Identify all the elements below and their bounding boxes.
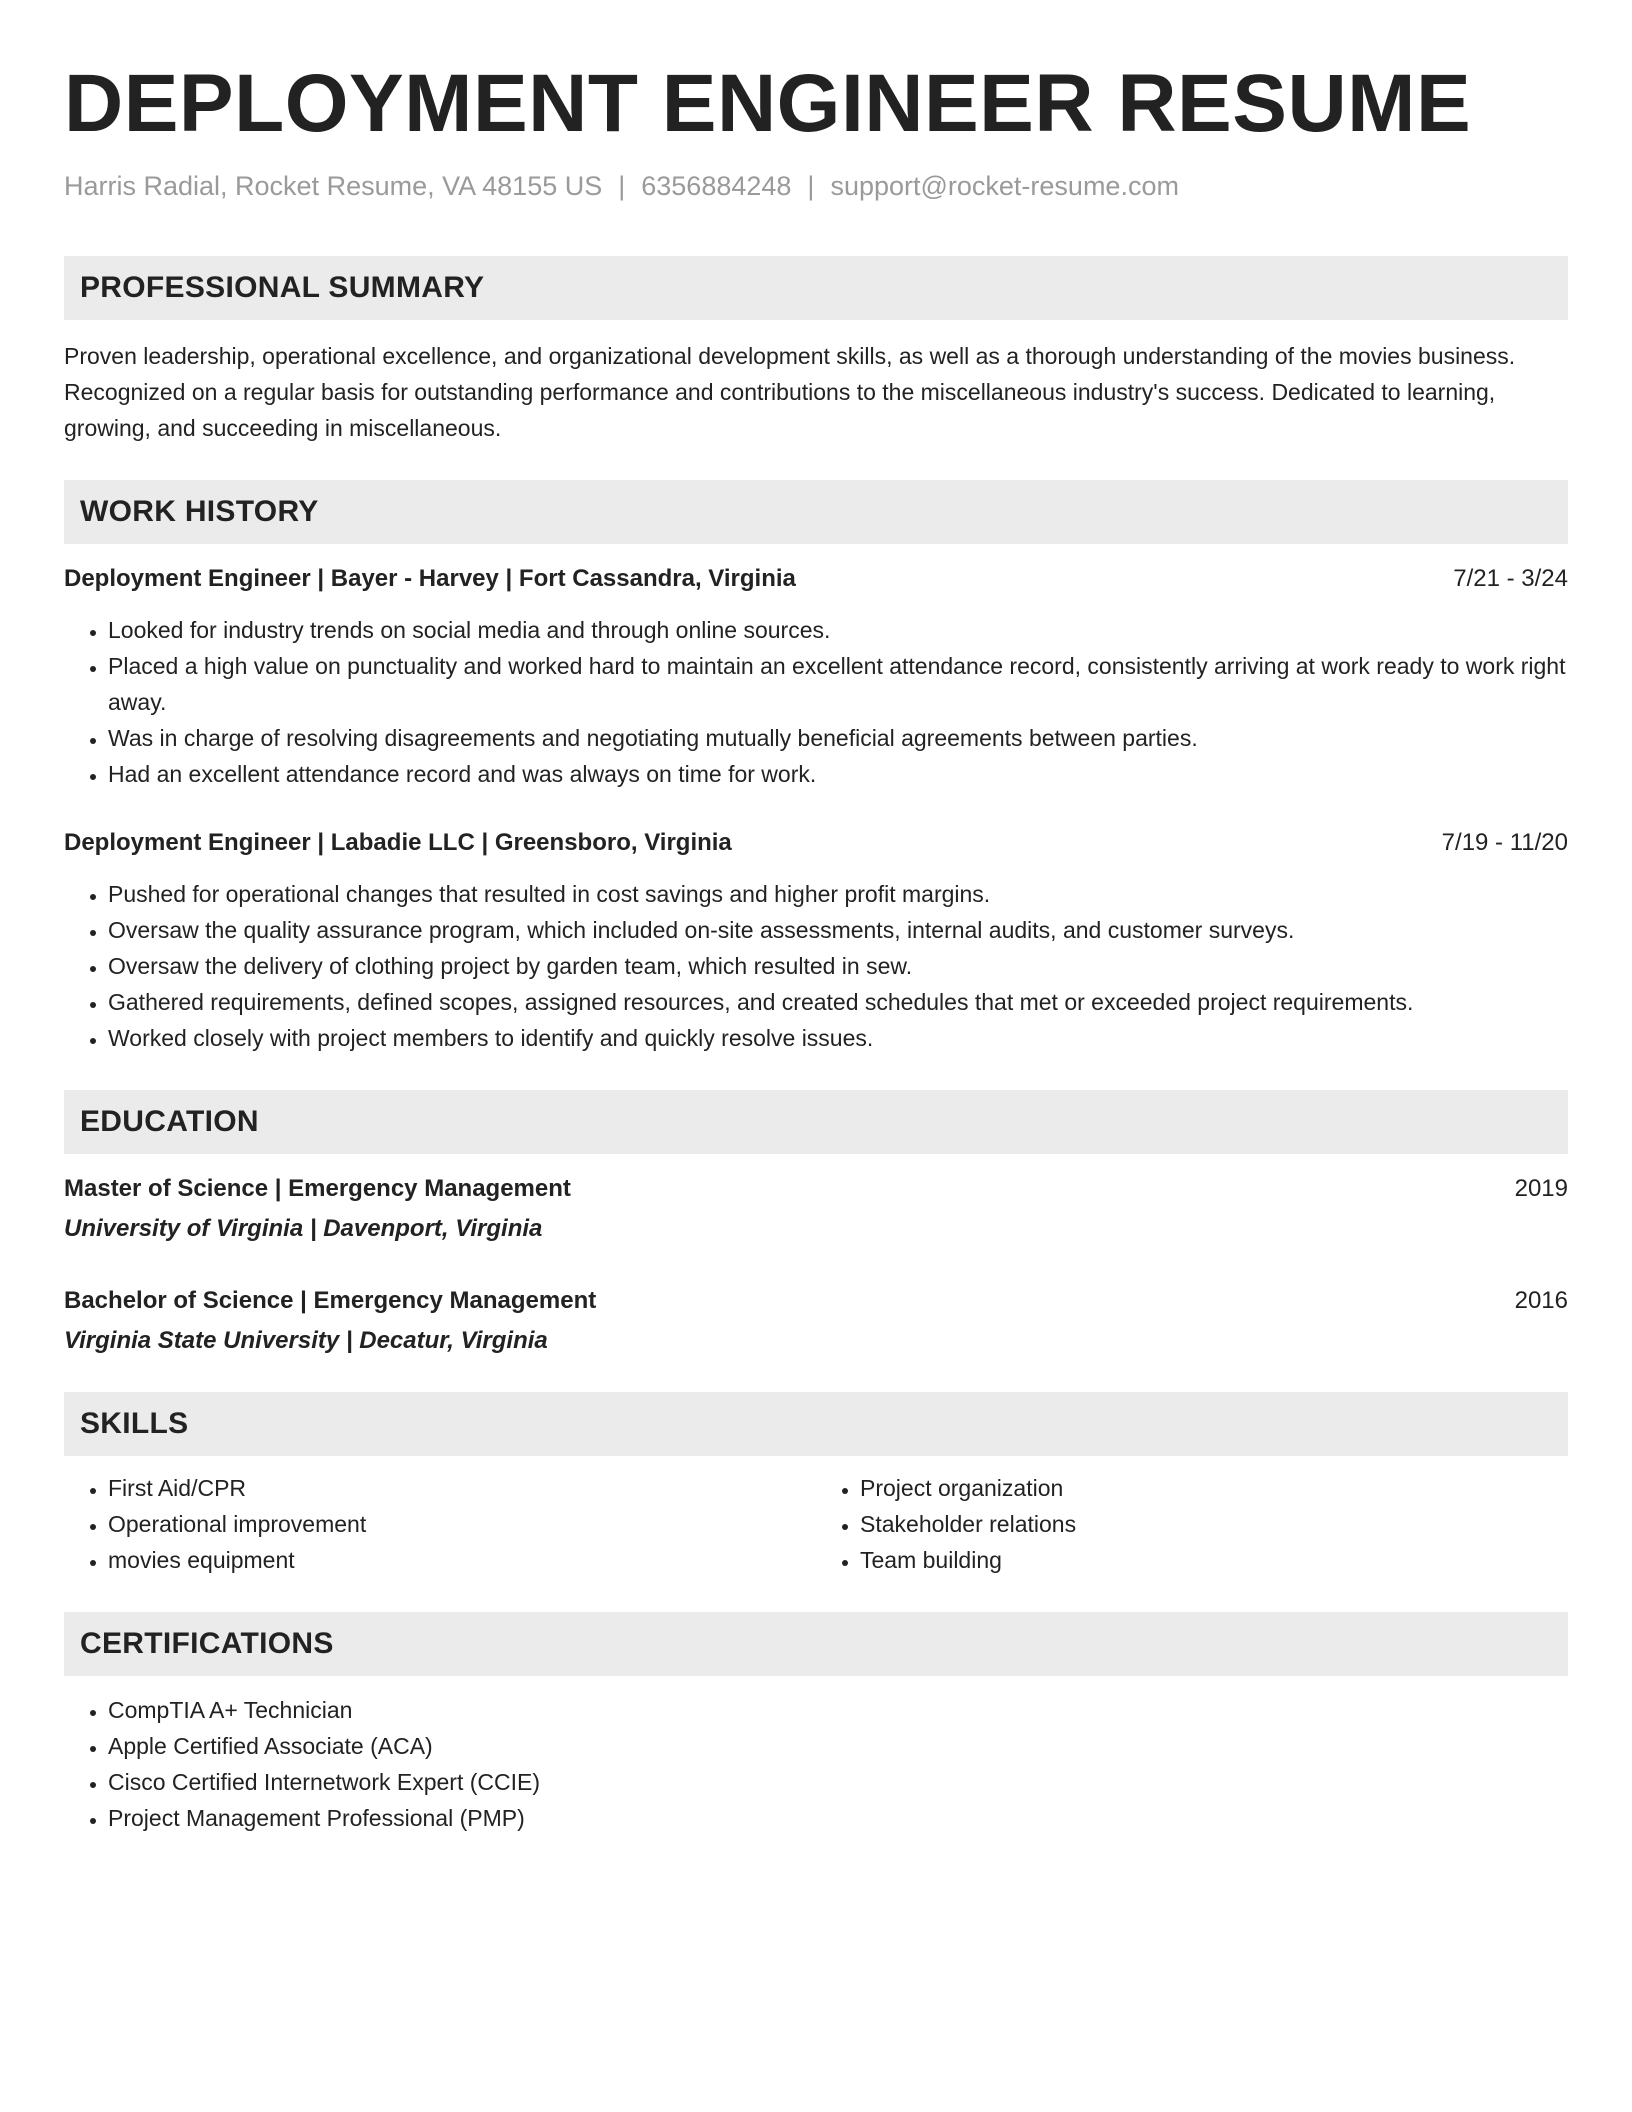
contact-separator: | — [618, 171, 626, 201]
education-entry — [64, 1172, 1568, 1246]
list-item: • Gathered requirements, defined scopes, assigned resources, and created schedules that met or exceeded project requirements. — [108, 984, 1568, 1020]
education-year: 2019 — [1514, 1175, 1568, 1202]
job-heading: Deployment Engineer | Bayer - Harvey | Fort Cassandra, Virginia — [64, 565, 796, 592]
resume-title: DEPLOYMENT ENGINEER RESUME — [64, 58, 1472, 149]
job-bullets — [64, 612, 1568, 792]
list-item: • Project Management Professional (PMP) — [108, 1800, 1568, 1836]
skills-heading: SKILLS — [64, 1392, 1568, 1456]
list-item: • Was in charge of resolving disagreements and negotiating mutually beneficial agreements between parties. — [108, 720, 1568, 756]
job-heading: Deployment Engineer | Labadie LLC | Greensboro, Virginia — [64, 829, 732, 856]
summary-section — [64, 256, 1568, 446]
summary-text: Proven leadership, operational excellence, and organizational development skills, as well as a thorough understanding of the movies business. Recognized on a regular basis for outstanding performance and contributions to the miscellaneous industry's success. Dedicated to learning, growing, and succeeding in miscellaneous. — [64, 343, 1516, 441]
education-entry — [64, 1284, 1568, 1358]
job-dates: 7/21 - 3/24 — [1453, 565, 1568, 592]
list-item: • First Aid/CPR — [108, 1470, 816, 1506]
skills-column-right — [816, 1470, 1568, 1578]
work-history-section — [64, 480, 1568, 1056]
contact-line — [64, 168, 1568, 204]
skills-column-left — [64, 1470, 816, 1578]
certifications-heading: CERTIFICATIONS — [64, 1612, 1568, 1676]
list-item: • movies equipment — [108, 1542, 816, 1578]
summary-heading: PROFESSIONAL SUMMARY — [64, 256, 1568, 320]
list-item: • Cisco Certified Internetwork Expert (CCIE) — [108, 1764, 1568, 1800]
list-item: • Project organization — [860, 1470, 1568, 1506]
education-school: University of Virginia | Davenport, Virginia — [64, 1215, 543, 1242]
education-section — [64, 1090, 1568, 1358]
list-item: • CompTIA A+ Technician — [108, 1692, 1568, 1728]
list-item: • Worked closely with project members to identify and quickly resolve issues. — [108, 1020, 1568, 1056]
contact-phone: 6356884248 — [641, 171, 792, 201]
contact-email: support@rocket-resume.com — [830, 171, 1179, 201]
list-item: • Had an excellent attendance record and was always on time for work. — [108, 756, 1568, 792]
work-history-heading: WORK HISTORY — [64, 480, 1568, 544]
certifications-section — [64, 1612, 1568, 1836]
education-degree: Master of Science | Emergency Management — [64, 1175, 571, 1202]
education-year: 2016 — [1514, 1287, 1568, 1314]
job-entry — [64, 562, 1568, 792]
list-item: • Oversaw the quality assurance program, which included on-site assessments, internal audits, and customer surveys. — [108, 912, 1568, 948]
certifications-list — [64, 1692, 1568, 1836]
contact-separator: | — [807, 171, 815, 201]
education-school: Virginia State University | Decatur, Virginia — [64, 1327, 548, 1354]
skills-grid — [64, 1470, 1568, 1578]
skills-section — [64, 1392, 1568, 1578]
job-bullets — [64, 876, 1568, 1056]
list-item: • Placed a high value on punctuality and worked hard to maintain an excellent attendance record, consistently arriving at work ready to work right away. — [108, 648, 1568, 720]
job-dates: 7/19 - 11/20 — [1441, 829, 1568, 856]
education-heading: EDUCATION — [64, 1090, 1568, 1154]
contact-address: Harris Radial, Rocket Resume, VA 48155 US — [64, 171, 603, 201]
education-degree: Bachelor of Science | Emergency Management — [64, 1287, 597, 1314]
list-item: • Stakeholder relations — [860, 1506, 1568, 1542]
list-item: • Pushed for operational changes that resulted in cost savings and higher profit margins. — [108, 876, 1568, 912]
list-item: • Oversaw the delivery of clothing project by garden team, which resulted in sew. — [108, 948, 1568, 984]
list-item: • Looked for industry trends on social media and through online sources. — [108, 612, 1568, 648]
list-item: • Apple Certified Associate (ACA) — [108, 1728, 1568, 1764]
list-item: • Team building — [860, 1542, 1568, 1578]
list-item: • Operational improvement — [108, 1506, 816, 1542]
job-entry — [64, 826, 1568, 1056]
